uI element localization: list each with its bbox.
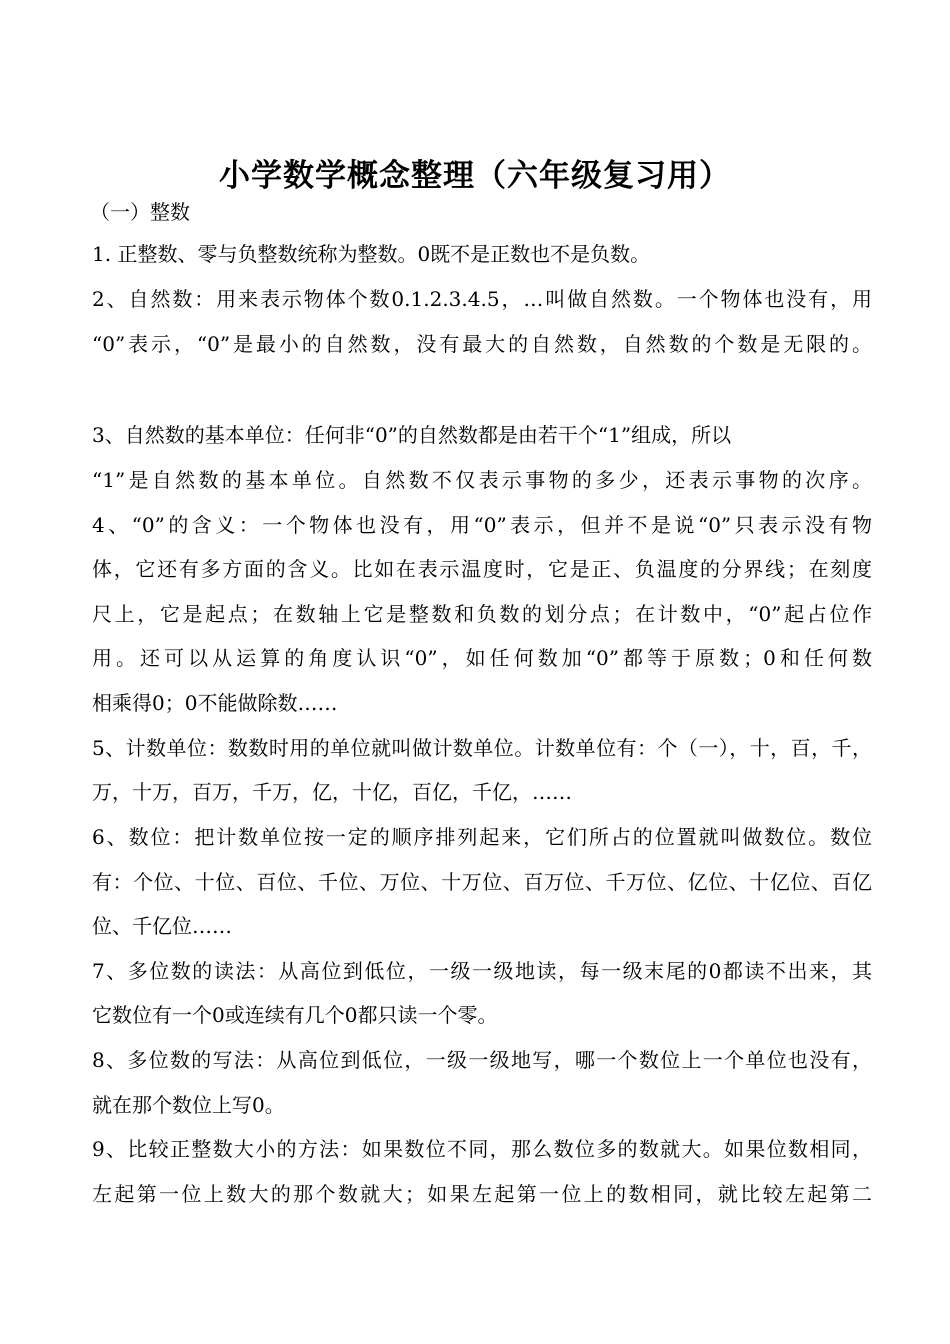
paragraph-line: 就在那个数位上写0。 bbox=[92, 1093, 285, 1117]
paragraph-line: 7、多位数的读法：从高位到低位，一级一级地读，每一级末尾的0都读不出来，其 bbox=[92, 959, 872, 983]
paragraph-line: 相乘得0；0不能做除数…… bbox=[92, 691, 338, 715]
paragraph-line: 8、多位数的写法：从高位到低位，一级一级地写，哪一个数位上一个单位也没有， bbox=[92, 1048, 872, 1072]
page-title: 小学数学概念整理（六年级复习用） bbox=[219, 158, 731, 194]
paragraph-line: 尺上，它是起点；在数轴上它是整数和负数的划分点；在计数中，“0”起占位作 bbox=[92, 602, 872, 626]
section-heading: （一）整数 bbox=[90, 200, 190, 224]
paragraph-line: 体，它还有多方面的含义。比如在表示温度时，它是正、负温度的分界线；在刻度 bbox=[92, 557, 872, 581]
paragraph-line: 2、自然数：用来表示物体个数0.1.2.3.4.5，…叫做自然数。一个物体也没有，用 bbox=[92, 287, 872, 311]
paragraph-line: 有：个位、十位、百位、千位、万位、十万位、百万位、千万位、亿位、十亿位、百亿 bbox=[92, 870, 872, 894]
paragraph-line: “1”是自然数的基本单位。自然数不仅表示事物的多少，还表示事物的次序。 bbox=[92, 468, 872, 492]
paragraph-line: 9、比较正整数大小的方法：如果数位不同，那么数位多的数就大。如果位数相同， bbox=[92, 1137, 872, 1161]
paragraph-line: 1. 正整数、零与负整数统称为整数。0既不是正数也不是负数。 bbox=[92, 242, 651, 266]
paragraph-line: 它数位有一个0或连续有几个0都只读一个零。 bbox=[92, 1003, 498, 1027]
paragraph-line: 万，十万，百万，千万，亿，十亿，百亿，千亿，…… bbox=[92, 780, 572, 804]
paragraph-line: “0”表示，“0”是最小的自然数，没有最大的自然数，自然数的个数是无限的。 bbox=[92, 332, 872, 356]
paragraph-line: 位、千亿位…… bbox=[92, 914, 232, 938]
paragraph-line: 4、“0”的含义：一个物体也没有，用“0”表示，但并不是说“0”只表示没有物 bbox=[92, 513, 872, 537]
paragraph-line: 5、计数单位：数数时用的单位就叫做计数单位。计数单位有：个（一），十，百，千， bbox=[92, 736, 872, 760]
paragraph-line: 左起第一位上数大的那个数就大；如果左起第一位上的数相同，就比较左起第二 bbox=[92, 1182, 872, 1206]
paragraph-line: 用。还可以从运算的角度认识“0”，如任何数加“0”都等于原数；0和任何数 bbox=[92, 646, 872, 670]
paragraph-line: 3、自然数的基本单位：任何非“0”的自然数都是由若干个“1”组成，所以 bbox=[92, 423, 732, 447]
paragraph-line: 6、数位：把计数单位按一定的顺序排列起来，它们所占的位置就叫做数位。数位 bbox=[92, 825, 872, 849]
